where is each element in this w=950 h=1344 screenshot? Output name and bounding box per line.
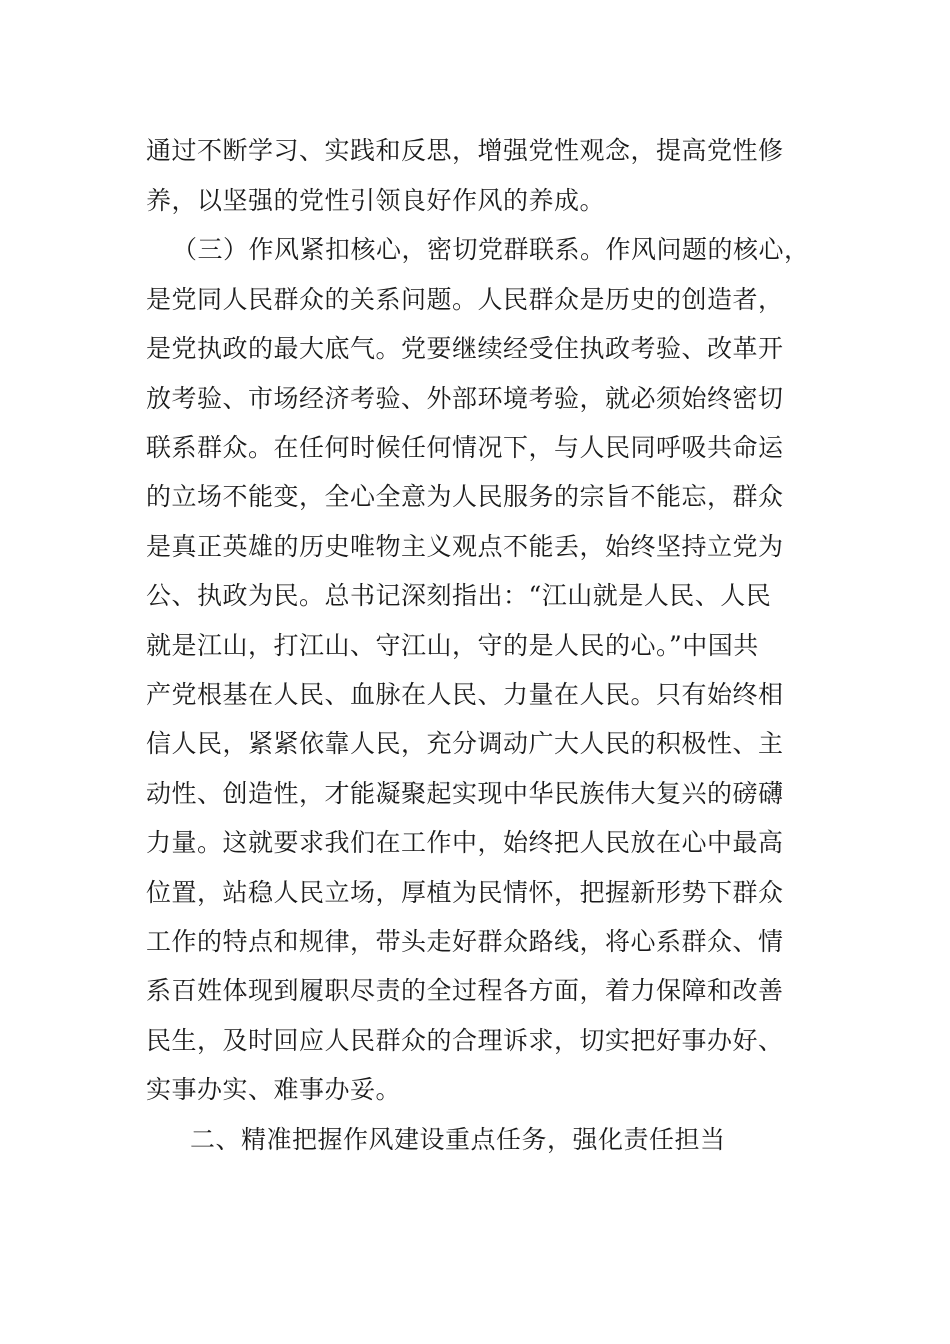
paragraph-line: 联系群众。在任何时候任何情况下，与人民同呼吸共命运	[146, 433, 784, 462]
section-lead-line: （三）作风紧扣核心，密切党群联系。作风问题的核心，	[172, 235, 810, 264]
paragraph-line: 是党同人民群众的关系问题。人民群众是历史的创造者，	[146, 285, 784, 314]
paragraph-line: 通过不断学习、实践和反思，增强党性观念，提高党性修	[146, 136, 784, 165]
paragraph-line: 系百姓体现到履职尽责的全过程各方面，着力保障和改善	[146, 976, 784, 1005]
paragraph-line: 放考验、市场经济考验、外部环境考验，就必须始终密切	[146, 384, 784, 413]
paragraph-line: 信人民，紧紧依靠人民，充分调动广大人民的积极性、主	[146, 729, 784, 758]
paragraph-line: 力量。这就要求我们在工作中，始终把人民放在心中最高	[146, 828, 784, 857]
section-heading: 二、精准把握作风建设重点任务，强化责任担当	[190, 1125, 726, 1154]
paragraph-line: 是真正英雄的历史唯物主义观点不能丢，始终坚持立党为	[146, 532, 784, 561]
paragraph-line: 工作的特点和规律，带头走好群众路线，将心系群众、情	[146, 927, 784, 956]
paragraph-line: 实事办实、难事办妥。	[146, 1075, 402, 1104]
paragraph-line: 就是江山，打江山、守江山，守的是人民的心。”中国共	[146, 631, 759, 660]
paragraph-line: 养，以坚强的党性引领良好作风的养成。	[146, 186, 606, 215]
paragraph-line: 产党根基在人民、血脉在人民、力量在人民。只有始终相	[146, 680, 784, 709]
paragraph-line: 位置，站稳人民立场，厚植为民情怀，把握新形势下群众	[146, 878, 784, 907]
paragraph-line: 动性、创造性，才能凝聚起实现中华民族伟大复兴的磅礴	[146, 779, 784, 808]
paragraph-line: 公、执政为民。总书记深刻指出：“江山就是人民、人民	[146, 581, 772, 610]
paragraph-line: 民生，及时回应人民群众的合理诉求，切实把好事办好、	[146, 1026, 784, 1055]
paragraph-line: 的立场不能变，全心全意为人民服务的宗旨不能忘，群众	[146, 482, 784, 511]
paragraph-line: 是党执政的最大底气。党要继续经受住执政考验、改革开	[146, 334, 784, 363]
